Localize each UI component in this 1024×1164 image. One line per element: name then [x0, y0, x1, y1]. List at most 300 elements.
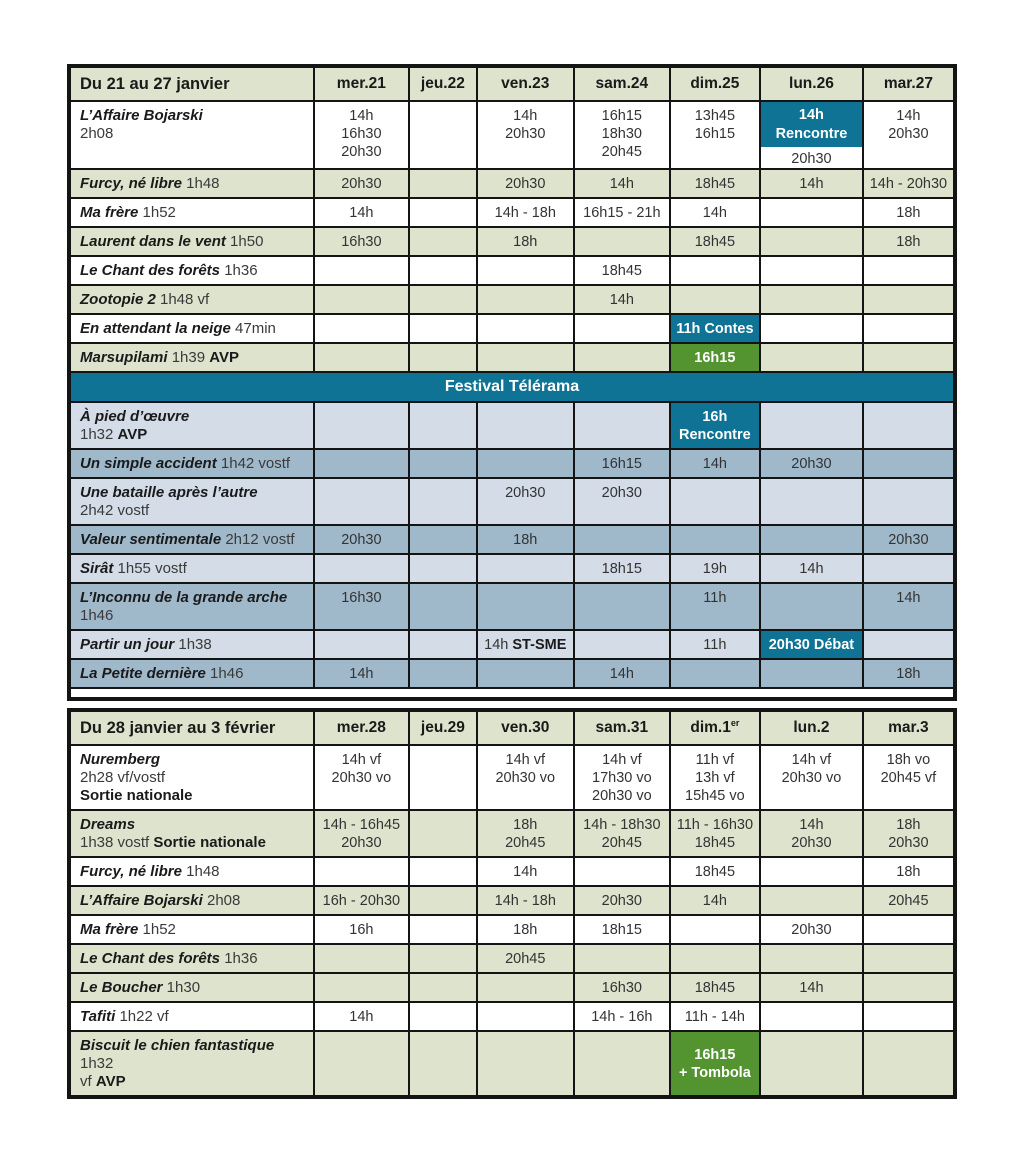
showtime-cell: [670, 659, 760, 688]
showtime-line: 18h vo: [886, 752, 931, 768]
title-segment-plain: 1h36: [220, 950, 258, 967]
showtime-line: 18h: [513, 234, 538, 250]
film-row: [69, 857, 955, 886]
showtime-line: 20h30: [341, 532, 382, 548]
showtime-line: 16h15 - 21h: [583, 205, 661, 221]
showtime-cell: [670, 285, 760, 314]
showtime-line: 14h ST-SME: [484, 637, 567, 653]
showtime-cell: [477, 478, 574, 525]
showtime-cell: [863, 198, 955, 227]
showtime-cell: [409, 745, 476, 810]
showtime-line: 20h30: [791, 151, 832, 167]
film-row: [69, 227, 955, 256]
showtime-cell: [863, 1002, 955, 1031]
showtime-cell: [314, 554, 410, 583]
title-segment-title: Une bataille après l’autre: [80, 484, 258, 501]
film-row: [69, 101, 955, 169]
showtime-cell: [760, 449, 863, 478]
showtime-cell: [760, 1031, 863, 1097]
showtime-cell: [314, 857, 410, 886]
film-title-cell: [69, 256, 314, 285]
showtime-cell: [477, 554, 574, 583]
film-row: [69, 256, 955, 285]
film-title-cell: [69, 525, 314, 554]
showtime-line: 14h: [609, 176, 634, 192]
showtime-cell: [477, 198, 574, 227]
showtime-cell: [574, 973, 670, 1002]
showtime-cell: [477, 659, 574, 688]
showtime-cell: [477, 402, 574, 449]
film-title-line: [80, 834, 310, 852]
showtime-cell: [314, 449, 410, 478]
film-row: [69, 314, 955, 343]
showtime-line: 20h30 vo: [781, 770, 842, 786]
showtime-cell: [409, 810, 476, 857]
film-title-line: [80, 816, 310, 834]
film-title-line: [80, 349, 310, 367]
showtime-line: 19h: [702, 561, 727, 577]
title-segment-plain: 47min: [230, 320, 276, 337]
showtime-cell: [477, 1031, 574, 1097]
showtime-line: 20h30: [341, 144, 382, 160]
showtime-line: 14h: [349, 205, 374, 221]
showtime-line: 11h: [703, 637, 727, 653]
showtime-line: 14h: [349, 666, 374, 682]
showtime-cell: [314, 810, 410, 857]
header-row: [69, 710, 955, 745]
header-row: [69, 66, 955, 101]
showtime-line: 16h30: [341, 126, 382, 142]
showtime-line: 20h30 vo: [331, 770, 392, 786]
film-row: [69, 402, 955, 449]
showtime-cell: [574, 256, 670, 285]
showtime-cell: [477, 285, 574, 314]
film-title-line: [80, 1073, 310, 1091]
day-column-header: mer.21: [314, 66, 410, 101]
showtime-line: 14h: [799, 561, 824, 577]
title-segment-title: Furcy, né libre: [80, 175, 182, 192]
showtime-cell: [314, 915, 410, 944]
film-title-cell: [69, 1031, 314, 1097]
showtime-cell: [409, 973, 476, 1002]
showtime-cell: [863, 101, 955, 169]
film-title-cell: [69, 944, 314, 973]
title-segment-plain: 1h48: [181, 863, 220, 880]
showtime-line: 14h vf: [602, 752, 642, 768]
title-segment-bold: AVP: [117, 426, 148, 443]
showtime-line: 20h30: [505, 176, 546, 192]
showtime-line: 20h30: [505, 126, 546, 142]
showtime-cell: [409, 659, 476, 688]
showtime-cell: [409, 198, 476, 227]
event-badge-line: 14h: [798, 107, 824, 123]
showtime-cell: [574, 314, 670, 343]
showtime-cell: [863, 944, 955, 973]
showtime-line: 18h: [896, 864, 921, 880]
title-segment-plain: vf: [80, 1073, 96, 1090]
showtime-cell: [409, 630, 476, 659]
day-column-header: jeu.29: [409, 710, 476, 745]
showtime-cell: [477, 525, 574, 554]
showtime-cell: [863, 857, 955, 886]
film-row: [69, 944, 955, 973]
film-title-cell: [69, 554, 314, 583]
week-schedule-table-2: [67, 708, 957, 1099]
showtime-cell: [863, 449, 955, 478]
showtime-cell: [863, 659, 955, 688]
showtime-cell: [863, 973, 955, 1002]
showtime-line: 20h30: [341, 835, 382, 851]
film-title-line: [80, 125, 310, 143]
week-range-header: Du 21 au 27 janvier: [69, 66, 314, 101]
film-title-cell: [69, 169, 314, 198]
title-segment-plain: 1h32: [80, 426, 118, 443]
showtime-line: 18h: [513, 532, 538, 548]
showtime-cell: [670, 583, 760, 630]
film-title-cell: [69, 343, 314, 372]
showtime-cell: [760, 659, 863, 688]
showtime-bold-tag: ST-SME: [512, 637, 567, 653]
showtime-line: 20h45: [601, 835, 642, 851]
showtime-line: 14h: [513, 864, 538, 880]
film-row: [69, 886, 955, 915]
showtime-cell: [863, 227, 955, 256]
showtime-cell: [863, 343, 955, 372]
showtime-cell: [760, 525, 863, 554]
film-title-cell: [69, 101, 314, 169]
showtime-cell: [574, 227, 670, 256]
film-row: [69, 478, 955, 525]
title-segment-title: Sirât: [80, 560, 114, 577]
showtime-cell: [314, 198, 410, 227]
showtime-cell: [670, 857, 760, 886]
film-title-line: [80, 892, 310, 910]
showtime-line: 18h45: [694, 176, 736, 192]
showtime-cell: [670, 973, 760, 1002]
title-segment-plain: 1h30: [162, 979, 201, 996]
day-column-header: ven.30: [477, 710, 574, 745]
showtime-cell: [574, 630, 670, 659]
showtime-line: 20h30: [505, 485, 546, 501]
film-title-line: [80, 262, 310, 280]
showtime-cell: [477, 343, 574, 372]
film-row: [69, 630, 955, 659]
showtime-cell: [574, 478, 670, 525]
showtime-cell: [409, 583, 476, 630]
showtime-line: 11h - 16h30: [676, 817, 754, 833]
showtime-cell: [409, 449, 476, 478]
title-segment-title: À pied d’œuvre: [80, 408, 190, 425]
showtime-line: 18h: [896, 666, 921, 682]
showtime-line: 16h15: [601, 456, 642, 472]
showtime-line: 14h: [799, 817, 824, 833]
showtime-line: 20h30: [791, 922, 832, 938]
title-segment-title: Ma frère: [80, 204, 139, 221]
showtime-line: 20h30: [888, 835, 929, 851]
title-segment-plain: 1h55 vostf: [113, 560, 187, 577]
showtime-cell: [477, 449, 574, 478]
film-title-cell: [69, 227, 314, 256]
showtime-line: 20h30 vo: [592, 788, 652, 804]
showtime-cell: [574, 285, 670, 314]
film-row: [69, 198, 955, 227]
showtime-cell: [477, 169, 574, 198]
film-row: [69, 583, 955, 630]
showtime-cell: [670, 402, 760, 449]
showtime-cell: [574, 402, 670, 449]
title-segment-plain: 2h08: [80, 125, 114, 142]
film-title-line: [80, 665, 310, 683]
showtime-cell: [409, 886, 476, 915]
showtime-cell: [574, 101, 670, 169]
showtime-line: 14h: [702, 893, 727, 909]
showtime-cell: [477, 745, 574, 810]
showtime-cell: [670, 525, 760, 554]
showtime-cell: [477, 944, 574, 973]
showtime-line: 20h30: [601, 893, 642, 909]
title-segment-title: Le Chant des forêts: [80, 950, 221, 967]
film-title-cell: [69, 745, 314, 810]
showtime-cell: [314, 630, 410, 659]
title-segment-title: L’Affaire Bojarski: [80, 892, 203, 909]
title-segment-plain: 2h12 vostf: [221, 531, 295, 548]
showtime-cell: [314, 745, 410, 810]
showtime-line: 16h: [349, 922, 374, 938]
title-segment-plain: 1h32: [80, 1055, 114, 1072]
showtime-cell: [409, 256, 476, 285]
showtime-cell: [670, 810, 760, 857]
event-badge-line: Rencontre: [775, 126, 848, 142]
showtime-line: 18h30: [601, 126, 642, 142]
showtime-cell: [477, 227, 574, 256]
film-title-cell: [69, 915, 314, 944]
title-segment-plain: 1h38 vostf: [80, 834, 154, 851]
title-segment-plain: 1h50: [225, 233, 264, 250]
showtime-cell: [670, 256, 760, 285]
film-row: [69, 285, 955, 314]
showtime-line: 20h45: [601, 144, 642, 160]
showtime-line: 14h - 16h45: [322, 817, 401, 833]
showtime-cell: [409, 944, 476, 973]
showtime-cell: [409, 525, 476, 554]
festival-band-row: [69, 372, 955, 402]
film-title-line: [80, 787, 310, 805]
showtime-cell: [760, 169, 863, 198]
showtime-cell: [574, 169, 670, 198]
showtime-cell: [574, 745, 670, 810]
title-segment-title: Tafiti: [80, 1008, 116, 1025]
showtime-cell: [477, 256, 574, 285]
film-title-line: [80, 769, 310, 787]
showtime-line: 20h45: [505, 835, 546, 851]
film-title-line: [80, 979, 310, 997]
film-title-line: [80, 589, 310, 625]
showtime-cell: [574, 915, 670, 944]
showtime-line: 14h: [349, 108, 374, 124]
showtime-cell: [760, 402, 863, 449]
showtime-line: 18h45: [694, 980, 736, 996]
day-column-header: ven.23: [477, 66, 574, 101]
showtime-cell: [574, 810, 670, 857]
showtime-cell: [574, 886, 670, 915]
showtime-cell: [574, 198, 670, 227]
showtime-cell: [477, 101, 574, 169]
showtime-cell: [760, 915, 863, 944]
showtime-cell: [863, 402, 955, 449]
showtime-cell: [574, 659, 670, 688]
showtime-cell: [670, 1031, 760, 1097]
title-segment-bold: Sortie nationale: [153, 834, 266, 851]
film-title-line: [80, 291, 310, 309]
showtime-line: 20h30: [791, 456, 832, 472]
title-segment-plain: 2h08: [202, 892, 241, 909]
title-segment-title: Nuremberg: [80, 751, 161, 768]
showtime-cell: [760, 583, 863, 630]
film-row: [69, 525, 955, 554]
title-segment-plain: 1h38: [174, 636, 212, 653]
title-segment-title: Valeur sentimentale: [80, 531, 222, 548]
showtime-cell: [409, 402, 476, 449]
showtime-cell: [760, 630, 863, 659]
showtime-cell: [477, 314, 574, 343]
showtime-line: 14h - 18h: [494, 205, 556, 221]
showtime-cell: [670, 101, 760, 169]
showtime-cell: [477, 630, 574, 659]
film-title-cell: [69, 1002, 314, 1031]
film-title-line: [80, 175, 310, 193]
title-segment-plain: 1h36: [220, 262, 258, 279]
film-title-cell: [69, 857, 314, 886]
film-title-line: [80, 484, 310, 502]
title-segment-bold: Sortie nationale: [80, 787, 193, 804]
day-column-header: dim.25: [670, 66, 760, 101]
showtime-cell: [760, 554, 863, 583]
event-badge: [761, 102, 862, 147]
film-title-line: [80, 1008, 310, 1026]
showtime-line: Rencontre: [679, 427, 751, 443]
film-title-line: [80, 233, 310, 251]
title-segment-plain: 1h52: [138, 204, 176, 221]
showtime-cell: [863, 745, 955, 810]
showtime-line: 14h: [349, 1009, 374, 1025]
film-row: [69, 973, 955, 1002]
film-title-line: [80, 320, 310, 338]
showtime-cell: [314, 1002, 410, 1031]
film-title-line: [80, 531, 310, 549]
title-segment-plain: 2h28 vf/vostf: [80, 769, 166, 786]
showtime-cell: [409, 1031, 476, 1097]
showtime-cell: [863, 915, 955, 944]
day-column-header: sam.31: [574, 710, 670, 745]
showtime-line: 16h - 20h30: [322, 893, 401, 909]
showtime-line: 14h: [799, 176, 824, 192]
showtime-cell: [409, 857, 476, 886]
showtime-line: 11h Contes: [676, 321, 754, 337]
showtime-cell: [863, 1031, 955, 1097]
title-segment-plain: 1h46: [205, 665, 244, 682]
showtime-cell: [409, 227, 476, 256]
showtime-line: 16h15: [694, 1047, 736, 1063]
film-title-cell: [69, 810, 314, 857]
showtime-cell: [670, 314, 760, 343]
film-title-line: [80, 408, 310, 426]
showtime-cell: [760, 857, 863, 886]
showtime-line: 20h45 vf: [880, 770, 937, 786]
showtime-cell: [409, 1002, 476, 1031]
film-row: [69, 810, 955, 857]
showtime-line: 15h45 vo: [685, 788, 745, 804]
showtime-cell: [409, 478, 476, 525]
showtime-cell: [670, 343, 760, 372]
film-title-line: [80, 950, 310, 968]
showtime-cell: [760, 101, 863, 169]
film-row: [69, 659, 955, 688]
showtime-line: 18h45: [694, 835, 736, 851]
film-title-line: [80, 636, 310, 654]
day-column-header: mar.3: [863, 710, 955, 745]
showtime-line: 18h: [896, 205, 921, 221]
showtime-line: 20h30: [791, 835, 832, 851]
showtime-line: 18h: [896, 817, 921, 833]
showtime-cell: [670, 630, 760, 659]
film-row: [69, 1002, 955, 1031]
showtime-cell: [314, 478, 410, 525]
week-schedule-table-1: [67, 64, 957, 701]
title-segment-plain: 1h46: [80, 607, 114, 624]
showtime-cell: [863, 583, 955, 630]
film-row: [69, 343, 955, 372]
showtime-cell: [314, 1031, 410, 1097]
film-title-cell: [69, 478, 314, 525]
showtime-line: 14h - 18h: [494, 893, 556, 909]
spacer-row: [69, 688, 955, 699]
showtime-line: + Tombola: [678, 1065, 751, 1081]
film-title-cell: [69, 630, 314, 659]
title-segment-title: L’Inconnu de la grande arche: [80, 589, 288, 606]
title-segment-title: Le Boucher: [80, 979, 163, 996]
showtime-cell: [670, 745, 760, 810]
film-title-line: [80, 204, 310, 222]
showtime-cell: [574, 449, 670, 478]
title-segment-plain: 2h42 vostf: [80, 502, 150, 519]
film-row: [69, 169, 955, 198]
showtime-cell: [670, 449, 760, 478]
spacer-cell: [69, 688, 955, 699]
film-row: [69, 554, 955, 583]
showtime-cell: [670, 198, 760, 227]
showtime-line: 20h30: [888, 126, 929, 142]
title-segment-plain: 1h48 vf: [155, 291, 210, 308]
showtime-cell: [760, 810, 863, 857]
showtime-cell: [477, 886, 574, 915]
showtime-cell: [863, 886, 955, 915]
film-title-cell: [69, 402, 314, 449]
film-row: [69, 745, 955, 810]
showtime-line: 14h: [799, 980, 824, 996]
title-segment-bold: AVP: [95, 1073, 126, 1090]
day-column-header: lun.26: [760, 66, 863, 101]
showtime-line: 14h: [896, 108, 921, 124]
showtime-cell: [863, 285, 955, 314]
showtime-cell: [574, 857, 670, 886]
showtime-cell: [760, 886, 863, 915]
film-title-cell: [69, 285, 314, 314]
festival-band: Festival Télérama: [69, 372, 955, 402]
showtime-cell: [863, 169, 955, 198]
title-segment-title: Le Chant des forêts: [80, 262, 221, 279]
showtime-cell: [314, 227, 410, 256]
showtime-cell: [863, 525, 955, 554]
